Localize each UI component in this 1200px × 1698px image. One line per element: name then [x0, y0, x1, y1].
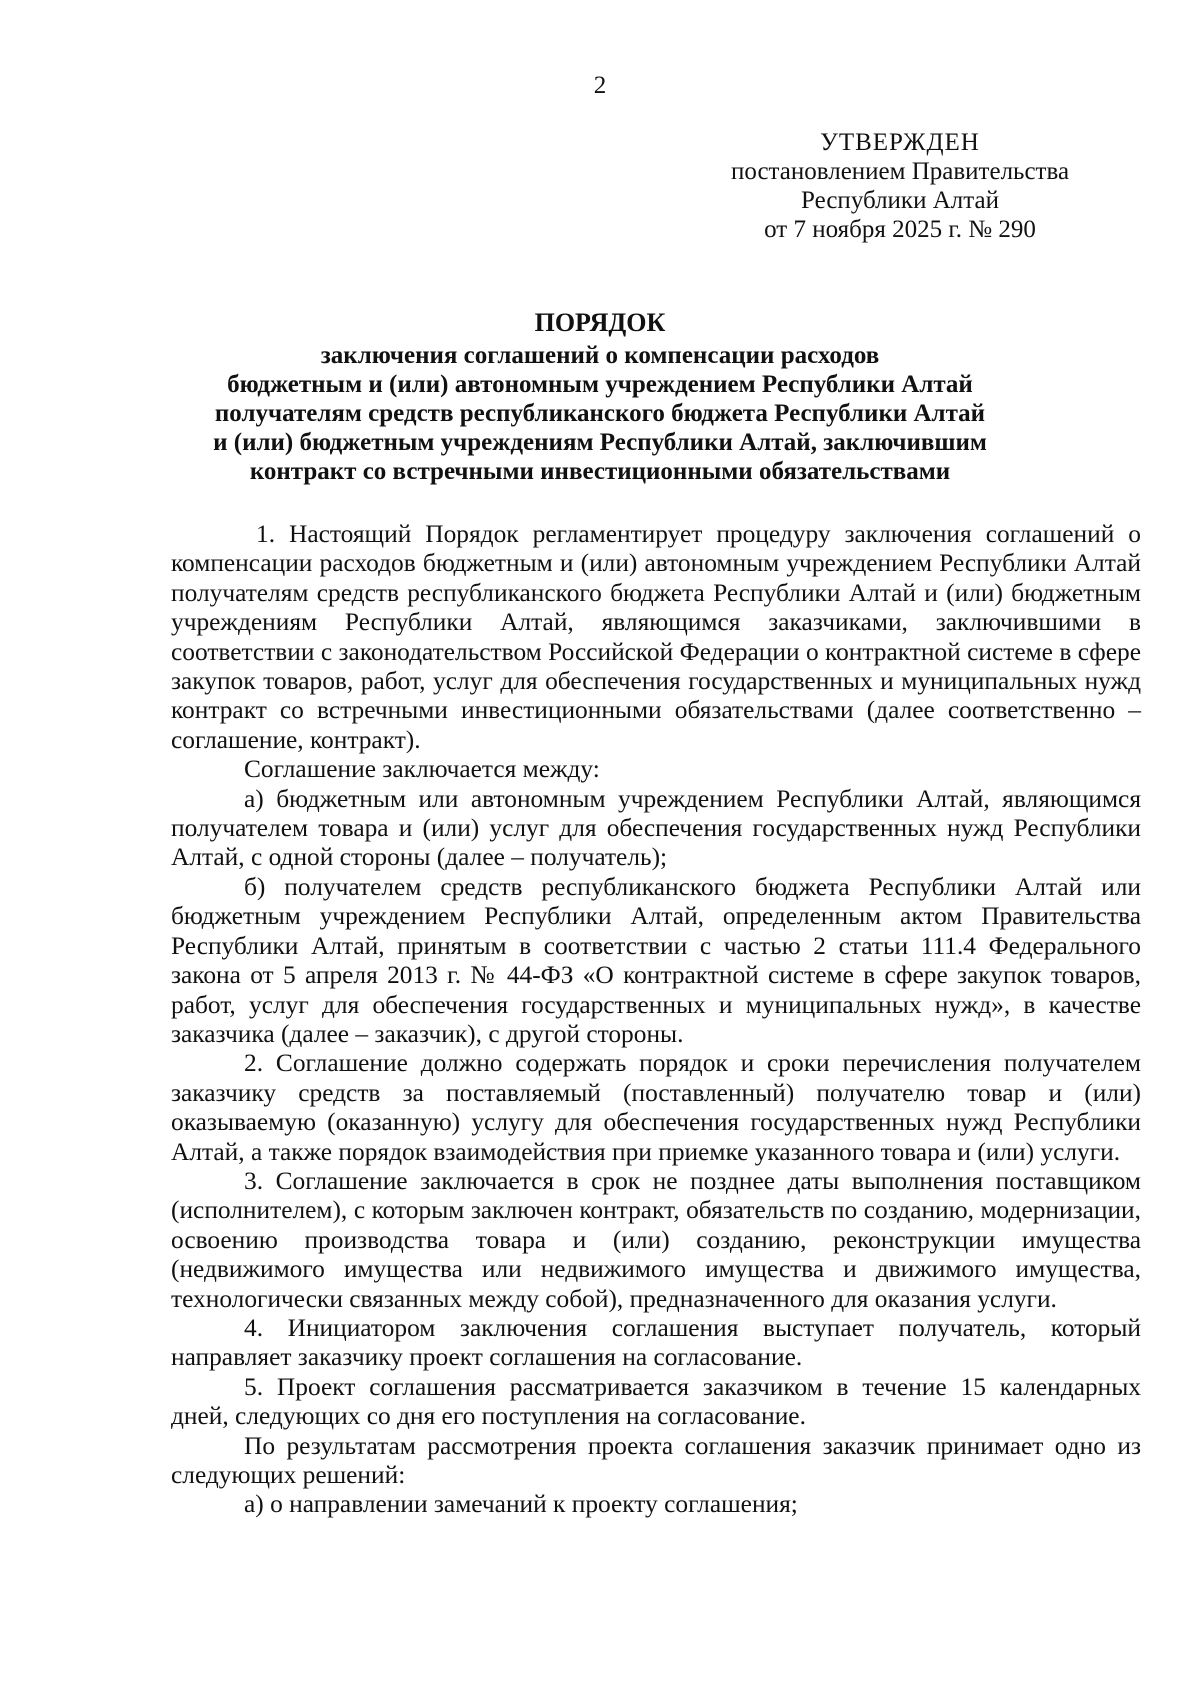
paragraph-4: 4. Инициатором заключения соглашения выступает получатель, который направляет заказчику проект соглашения на согласование. [171, 1313, 1141, 1372]
paragraph-5: 5. Проект соглашения рассматривается заказчиком в течение 15 календарных дней, следующих со дня его поступления на согласование. [171, 1372, 1141, 1431]
title-subline: и (или) бюджетным учреждениям Республики Алтай, заключившим [213, 429, 987, 456]
approval-stamp [690, 128, 1110, 244]
approval-date-line: от 7 ноября 2025 г. № 290 [764, 216, 1036, 243]
paragraph-decision-a: а) о направлении замечаний к проекту соглашения; [244, 1490, 798, 1519]
paragraph-2: 2. Соглашение должно содержать порядок и сроки перечисления получателем заказчику средств за поставляемый (поставленный) получателю товар и (или) оказываемую (оказанную) услугу для обеспечения государственных нужд Республики Алтай, а также порядок взаимодействия при приемке указанного товара и (или) услуги. [171, 1049, 1141, 1166]
approval-line: Республики Алтай [801, 187, 999, 214]
document-title: ПОРЯДОК [534, 308, 666, 337]
paragraph-decisions: По результатам рассмотрения проекта соглашения заказчик принимает одно из следующих решений: [171, 1431, 1141, 1489]
title-subline: получателям средств республиканского бюджета Республики Алтай [214, 400, 986, 427]
paragraph-agreement-parties: Соглашение заключается между: [244, 755, 600, 784]
paragraph-party-b: б) получателем средств республиканского бюджета Республики Алтай или бюджетным учреждением Республики Алтай, определенным актом Правительства Республики Алтай, принятым в соответствии с частью 2 статьи 111.4 Федерального закона от 5 апреля 2013 г. № 44-ФЗ «О контрактной системе в сфере закупок товаров, работ, услуг для обеспечения государственных и муниципальных нужд», в качестве заказчика (далее – заказчик), с другой стороны. [171, 872, 1141, 1048]
paragraph-3: 3. Соглашение заключается в срок не позднее даты выполнения поставщиком (исполнителем), с которым заключен контракт, обязательств по созданию, модернизации, освоению производства товара и (или) созданию, реконструкции имущества (недвижимого имущества или недвижимого имущества и движимого имущества, технологически связанных между собой), предназначенного для оказания услуги. [171, 1166, 1141, 1313]
paragraph-1: 1. Настоящий Порядок регламентирует процедуру заключения соглашений о компенсации расходов бюджетным и (или) автономным учреждением Республики Алтай получателям средств республиканского бюджета Республики Алтай и (или) бюджетным учреждениям Республики Алтай, являющимся заказчиками, заключившими в соответствии с законодательством Российской Федерации о контрактной системе в сфере закупок товаров, работ, услуг для обеспечения государственных и муниципальных нужд контракт со встречными инвестиционными обязательствами (далее соответственно – соглашение, контракт). [171, 520, 1141, 754]
page-number: 2 [593, 72, 607, 99]
approval-line: постановлением Правительства [730, 158, 1070, 185]
document-title-block [150, 308, 1050, 486]
paragraph-party-a: а) бюджетным или автономным учреждением Республики Алтай, являющимся получателем товара и (или) услуг для обеспечения государственных нужд Республики Алтай, с одной стороны (далее – получатель); [171, 784, 1141, 872]
title-subline: бюджетным и (или) автономным учреждением Республики Алтай [227, 371, 973, 398]
document-body [171, 520, 1141, 1520]
approval-heading: УТВЕРЖДЕН [820, 129, 980, 156]
title-subline: заключения соглашений о компенсации расходов [320, 342, 880, 369]
title-subline: контракт со встречными инвестиционными обязательствами [249, 458, 951, 485]
